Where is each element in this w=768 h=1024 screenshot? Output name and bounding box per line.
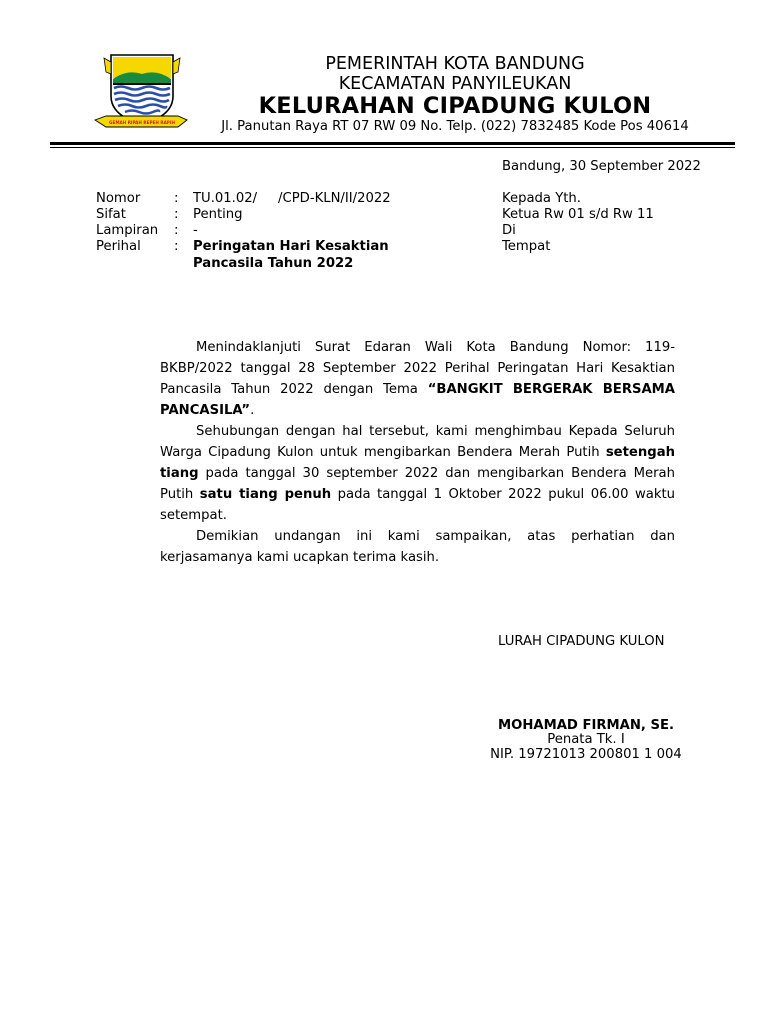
perihal-label: Perihal: [96, 239, 141, 254]
letter-body: [160, 337, 675, 568]
letterhead-divider-thick: [50, 142, 735, 145]
perihal-value-line1: Peringatan Hari Kesaktian: [193, 239, 389, 254]
letterhead-divider-thin: [50, 147, 735, 148]
sifat-colon: :: [174, 207, 179, 222]
recipient-line3: Di: [502, 223, 516, 238]
letterhead-village: KELURAHAN CIPADUNG KULON: [258, 93, 652, 119]
nomor-value: TU.01.02/ /CPD-KLN/II/2022: [193, 191, 391, 206]
body-p2-text-e: pada tanggal 1 Oktober 2022 pukul 06.00 waktu setempat.: [160, 487, 675, 523]
letterhead-district: KECAMATAN PANYILEUKAN: [338, 74, 572, 94]
body-p1-text: Menindaklanjuti Surat Edaran Wali Kota Bandung Nomor: 119-BKBP/2022 tanggal 28 September 2022 Perihal Peringatan Hari Kesaktian Pancasila Tahun 2022 dengan Tema: [160, 340, 675, 397]
recipient-line2: Ketua Rw 01 s/d Rw 11: [502, 207, 654, 222]
body-p2-full-mast: satu tiang penuh: [199, 487, 332, 502]
sifat-label: Sifat: [96, 207, 126, 222]
signature-title: LURAH CIPADUNG KULON: [498, 634, 665, 649]
signature-name: MOHAMAD FIRMAN, SE.: [498, 718, 674, 733]
recipient-line1: Kepada Yth.: [502, 191, 581, 206]
letterhead-government: PEMERINTAH KOTA BANDUNG: [325, 54, 585, 74]
body-paragraph-1: [160, 337, 675, 421]
signature-nip: NIP. 19721013 200801 1 004: [490, 747, 682, 762]
perihal-value-line2: Pancasila Tahun 2022: [193, 256, 354, 271]
body-p1-end: .: [250, 403, 255, 418]
body-p1-theme: “BANGKIT BERGERAK BERSAMA PANCASILA”: [160, 382, 676, 418]
perihal-colon: :: [174, 239, 179, 254]
body-paragraph-2: [160, 421, 675, 526]
lampiran-colon: :: [174, 223, 179, 238]
svg-text:GEMAH RIPAH REPEH RAPIH: GEMAH RIPAH REPEH RAPIH: [109, 120, 175, 125]
letter-date: Bandung, 30 September 2022: [502, 159, 701, 174]
letterhead-address: Jl. Panutan Raya RT 07 RW 09 No. Telp. (022) 7832485 Kode Pos 40614: [221, 119, 689, 134]
signature-rank: Penata Tk. I: [547, 732, 625, 747]
body-p2-text-c: pada tanggal 30 september 2022 dan mengibarkan Bendera Merah Putih: [160, 466, 675, 502]
recipient-line4: Tempat: [502, 239, 551, 254]
nomor-colon: :: [174, 191, 179, 206]
sifat-value: Penting: [193, 207, 243, 222]
nomor-label: Nomor: [96, 191, 141, 206]
lampiran-label: Lampiran: [96, 223, 159, 238]
city-coat-of-arms-logo: [92, 52, 190, 132]
body-p2-half-mast: setengah tiang: [160, 445, 675, 481]
body-p2-text-a: Sehubungan dengan hal tersebut, kami menghimbau Kepada Seluruh Warga Cipadung Kulon untuk mengibarkan Bendera Merah Putih: [160, 424, 675, 460]
body-paragraph-3: Demikian undangan ini kami sampaikan, atas perhatian dan kerjasamanya kami ucapkan terima kasih.: [160, 529, 675, 565]
lampiran-value: -: [193, 223, 198, 238]
